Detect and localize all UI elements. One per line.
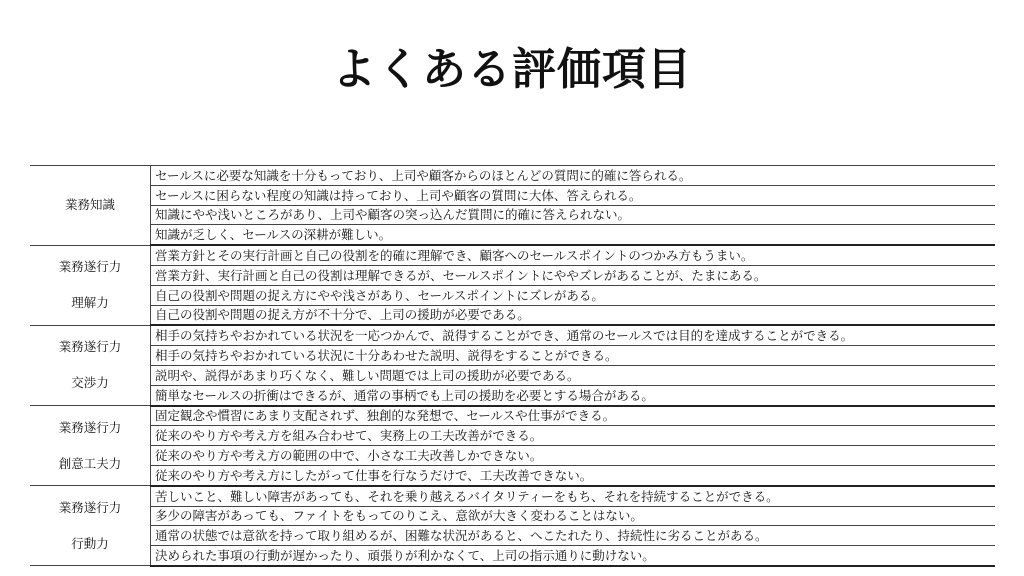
table-row xyxy=(30,245,995,265)
criterion-description: 説明や、説得があまり巧くなく、難しい問題では上司の援助が必要である。 xyxy=(151,365,996,385)
category-label: 業務知識 xyxy=(64,197,115,213)
table-row xyxy=(30,285,995,305)
category-spacer xyxy=(30,517,150,535)
evaluation-table xyxy=(30,165,995,567)
table-row xyxy=(30,526,995,546)
criterion-description: 従来のやり方や考え方にしたがって仕事を行なうだけで、工夫改善できない。 xyxy=(151,465,996,485)
category-label: 理解力 xyxy=(71,295,109,311)
category-label: 創意工夫力 xyxy=(58,455,122,471)
table-row xyxy=(30,325,995,345)
table-row xyxy=(30,506,995,526)
table-row xyxy=(30,365,995,385)
criterion-description: 決められた事項の行動が遅かったり、頑張りが利かなくて、上司の指示通りに動けない。 xyxy=(151,546,996,566)
criterion-description: 従来のやり方や考え方を組み合わせて、実務上の工夫改善ができる。 xyxy=(151,426,996,446)
table-row xyxy=(30,185,995,205)
category-label: 業務遂行力 xyxy=(58,499,122,515)
category-spacer xyxy=(30,437,150,455)
criterion-description: 多少の障害があっても、ファイトをもってのりこえ、意欲が大きく変わることはない。 xyxy=(151,506,996,526)
category-label: 業務遂行力 xyxy=(58,259,122,275)
criterion-description: 苦しいこと、難しい障害があっても、それを乗り越えるバイタリティーをもち、それを持続することができる。 xyxy=(151,486,996,506)
category-cell xyxy=(30,166,151,246)
table-row xyxy=(30,486,995,506)
criterion-description: 知識にやや浅いところがあり、上司や顧客の突っ込んだ質問に的確に答えられない。 xyxy=(151,205,996,225)
criterion-description: 通常の状態では意欲を持って取り組めるが、困難な状況があると、へこたれたり、持続性に劣ることがある。 xyxy=(151,526,996,546)
table-row xyxy=(30,546,995,566)
category-label: 業務遂行力 xyxy=(58,339,122,355)
table-row xyxy=(30,385,995,405)
slide-title: よくある評価項目 xyxy=(332,44,692,95)
category-cell xyxy=(30,325,151,405)
table-row xyxy=(30,426,995,446)
criterion-description: 固定観念や慣習にあまり支配されず、独創的な発想で、セールスや仕事ができる。 xyxy=(151,406,996,426)
criterion-description: セールスに必要な知識を十分もっており、上司や顧客からのほとんどの質問に的確に答られる。 xyxy=(151,166,996,186)
category-label: 交渉力 xyxy=(71,375,109,391)
criterion-description: 従来のやり方や考え方の範囲の中で、小さな工夫改善しかできない。 xyxy=(151,446,996,466)
criterion-description: セールスに困らない程度の知識は持っており、上司や顧客の質問に大体、答えられる。 xyxy=(151,185,996,205)
evaluation-table-body xyxy=(30,166,995,566)
category-cell xyxy=(30,486,151,566)
category-spacer xyxy=(30,276,150,294)
table-row xyxy=(30,305,995,325)
criterion-description: 簡単なセールスの折衝はできるが、通常の事柄でも上司の援助を必要とする場合がある。 xyxy=(151,385,996,405)
criterion-description: 相手の気持ちやおかれている状況に十分あわせた説明、説得をすることができる。 xyxy=(151,346,996,366)
category-label: 業務遂行力 xyxy=(58,419,122,435)
criterion-description: 相手の気持ちやおかれている状況を一応つかんで、説得することができ、通常のセールスでは目的を達成することができる。 xyxy=(151,325,996,345)
table-row xyxy=(30,265,995,285)
category-cell xyxy=(30,406,151,486)
criterion-description: 自己の役割や問題の捉え方が不十分で、上司の援助が必要である。 xyxy=(151,305,996,325)
table-row xyxy=(30,465,995,485)
category-cell xyxy=(30,245,151,325)
table-row xyxy=(30,406,995,426)
table-row xyxy=(30,225,995,245)
table-row xyxy=(30,205,995,225)
table-row xyxy=(30,346,995,366)
category-label: 行動力 xyxy=(71,535,109,551)
criterion-description: 営業方針、実行計画と自己の役割は理解できるが、セールスポイントにややズレがあることが、たまにある。 xyxy=(151,265,996,285)
table-row xyxy=(30,166,995,186)
table-row xyxy=(30,446,995,466)
category-spacer xyxy=(30,356,150,374)
criterion-description: 自己の役割や問題の捉え方にやや浅さがあり、セールスポイントにズレがある。 xyxy=(151,285,996,305)
criterion-description: 営業方針とその実行計画と自己の役割を的確に理解でき、顧客へのセールスポイントのつかみ方もうまい。 xyxy=(151,245,996,265)
criterion-description: 知識が乏しく、セールスの深耕が難しい。 xyxy=(151,225,996,245)
